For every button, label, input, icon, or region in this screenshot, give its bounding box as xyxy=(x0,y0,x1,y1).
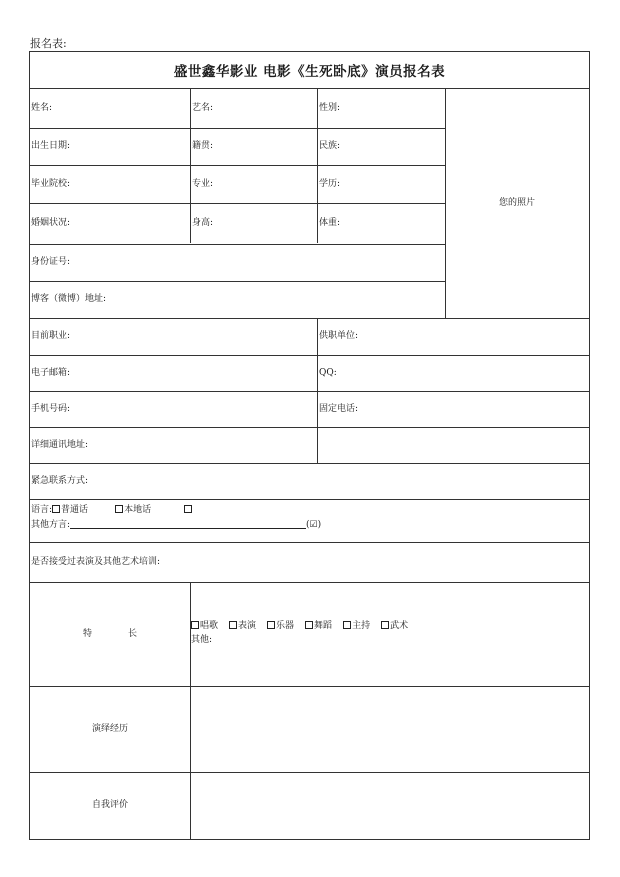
language-section xyxy=(31,505,588,541)
landline-field[interactable] xyxy=(318,391,589,427)
checkbox-icon[interactable] xyxy=(343,621,351,629)
name-field[interactable] xyxy=(30,88,190,128)
checkbox-icon[interactable] xyxy=(115,505,123,513)
checkbox-icon[interactable] xyxy=(191,621,199,629)
occupation-label: 目前职业: xyxy=(31,331,71,341)
address-label: 详细通讯地址: xyxy=(31,439,89,450)
gender-label: 性别: xyxy=(319,102,341,113)
qq-field[interactable] xyxy=(318,355,589,391)
training-field[interactable] xyxy=(30,542,589,582)
checkbox-icon[interactable] xyxy=(267,621,275,629)
gender-field[interactable] xyxy=(318,88,445,128)
training-label: 是否接受过表演及其他艺术培训: xyxy=(31,556,161,567)
dialect-input[interactable] xyxy=(70,519,306,529)
origin-field[interactable] xyxy=(191,128,317,165)
talent-option-instrument[interactable]: 乐器 xyxy=(267,621,294,632)
language-option-mandarin[interactable]: 普通话 xyxy=(52,505,88,516)
divider xyxy=(30,499,589,500)
ethnicity-label: 民族: xyxy=(319,141,341,151)
stage-name-label: 艺名: xyxy=(192,102,214,113)
height-label: 身高: xyxy=(192,218,214,228)
checkbox-icon[interactable] xyxy=(184,505,192,513)
birth-date-label: 出生日期: xyxy=(31,141,71,151)
talent-label-char-2: 长 xyxy=(128,628,138,639)
experience-label: 演绎经历 xyxy=(91,723,128,734)
name-label: 姓名: xyxy=(31,102,53,113)
degree-label: 学历: xyxy=(319,178,341,189)
address-field[interactable] xyxy=(30,427,589,463)
email-field[interactable] xyxy=(30,355,317,391)
degree-field[interactable] xyxy=(318,165,445,203)
talent-option-singing[interactable]: 唱歌 xyxy=(191,621,218,632)
experience-input[interactable] xyxy=(191,686,589,772)
major-field[interactable] xyxy=(191,165,317,203)
school-label: 毕业院校: xyxy=(31,178,71,189)
talent-option-dance[interactable]: 舞蹈 xyxy=(305,621,332,632)
talent-option-martial-arts[interactable]: 武术 xyxy=(381,621,408,632)
emergency-contact-field[interactable] xyxy=(30,463,589,499)
talent-label-char-1: 特 xyxy=(82,628,92,639)
self-eval-input[interactable] xyxy=(191,772,589,839)
registration-form xyxy=(29,51,590,840)
self-eval-label-cell xyxy=(30,772,190,839)
blog-field[interactable] xyxy=(30,281,445,318)
stage-name-field[interactable] xyxy=(191,88,317,128)
photo-label: 您的照片 xyxy=(498,197,535,208)
id-number-field[interactable] xyxy=(30,244,445,281)
checkbox-icon[interactable] xyxy=(52,505,60,513)
ethnicity-field[interactable] xyxy=(318,128,445,165)
photo-area[interactable] xyxy=(445,88,589,318)
weight-field[interactable] xyxy=(318,203,445,244)
mobile-label: 手机号码: xyxy=(31,403,71,414)
blog-label: 博客（微博）地址: xyxy=(31,294,107,304)
email-label: 电子邮箱: xyxy=(31,367,71,378)
mobile-field[interactable] xyxy=(30,391,317,427)
language-label: 语言: xyxy=(31,505,53,515)
form-caption: 报名表: xyxy=(30,37,67,50)
checkbox-icon[interactable] xyxy=(381,621,389,629)
marital-status-field[interactable] xyxy=(30,203,190,244)
school-field[interactable] xyxy=(30,165,190,203)
origin-label: 籍贯: xyxy=(192,141,214,151)
weight-label: 体重: xyxy=(319,218,341,228)
talent-option-acting[interactable]: 表演 xyxy=(229,621,256,632)
experience-label-cell xyxy=(30,686,190,772)
language-option-other[interactable] xyxy=(184,505,193,516)
talent-other-label: 其他: xyxy=(191,635,213,645)
language-option-local[interactable]: 本地话 xyxy=(115,505,151,516)
talent-label-cell xyxy=(30,582,190,686)
checkbox-icon[interactable] xyxy=(305,621,313,629)
self-eval-label: 自我评价 xyxy=(91,800,128,810)
employer-field[interactable] xyxy=(318,318,589,355)
occupation-field[interactable] xyxy=(30,318,317,355)
talent-option-hosting[interactable]: 主持 xyxy=(343,621,370,632)
dialect-checkbox[interactable]: (☑) xyxy=(306,520,322,530)
birth-date-field[interactable] xyxy=(30,128,190,165)
marital-status-label: 婚姻状况: xyxy=(31,218,71,228)
checkbox-icon[interactable] xyxy=(229,621,237,629)
landline-label: 固定电话: xyxy=(319,403,359,414)
employer-label: 供职单位: xyxy=(319,331,359,341)
height-field[interactable] xyxy=(191,203,317,244)
talent-options xyxy=(191,621,589,661)
form-title: 盛世鑫华影业 电影《生死卧底》演员报名表 xyxy=(173,64,446,80)
emergency-contact-label: 紧急联系方式: xyxy=(31,475,89,486)
major-label: 专业: xyxy=(192,178,214,189)
dialect-label: 其他方言: xyxy=(31,520,71,530)
id-number-label: 身份证号: xyxy=(31,257,71,267)
qq-label: QQ: xyxy=(319,367,337,378)
